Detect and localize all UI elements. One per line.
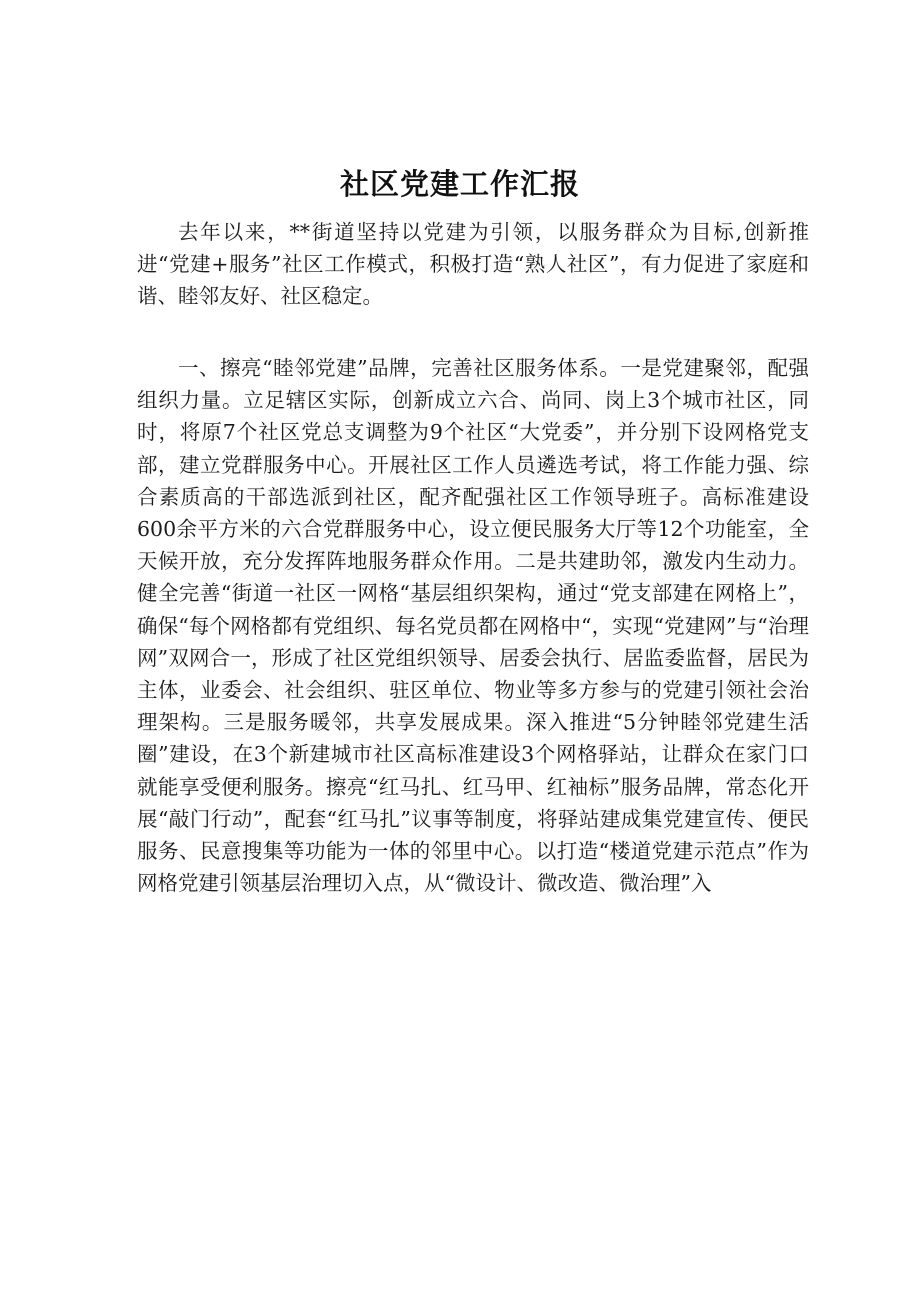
intro-paragraph: 去年以来，**街道坚持以党建为引领，以服务群众为目标,创新推进“党建+服务”社区工作模式，积极打造“熟人社区”，有力促进了家庭和谐、睦邻友好、社区稳定。 bbox=[137, 220, 809, 309]
document-title: 社区党建工作汇报 bbox=[339, 167, 580, 201]
section-one-paragraph: 一、擦亮“睦邻党建”品牌，完善社区服务体系。一是党建聚邻，配强组织力量。立足辖区实际，创新成立六合、尚同、岗上3个城市社区，同时，将原7个社区党总支调整为9个社区“大党委”，并分别下设网格党支部，建立党群服务中心。开展社区工作人员遴选考试，将工作能力强、综合素质高的干部选派到社区，配齐配强社区工作领导班子。高标准建设600余平方米的六合党群服务中心，设立便民服务大厅等12个功能室，全天候开放，充分发挥阵地服务群众作用。二是共建助邻，激发内生动力。健全完善“街道一社区一网格“基层组织架构，通过“党支部建在网格上”，确保“每个网格都有党组织、每名党员都在网格中“，实现“党建网”与“治理网”双网合一，形成了社区党组织领导、居委会执行、居监委监督，居民为主体，业委会、社会组织、驻区单位、物业等多方参与的党建引领社会治理架构。三是服务暖邻，共享发展成果。深入推进“5分钟睦邻党建生活圈”建设，在3个新建城市社区高标准建设3个网格驿站，让群众在家门口就能享受便利服务。擦亮“红马扎、红马甲、红袖标”服务品牌，常态化开展“敲门行动”，配套“红马扎”议事等制度，将驿站建成集党建宣传、便民服务、民意搜集等功能为一体的邻里中心。以打造“楼道党建示范点”作为网格党建引领基层治理切入点，从“微设计、微改造、微治理”入 bbox=[137, 356, 809, 896]
